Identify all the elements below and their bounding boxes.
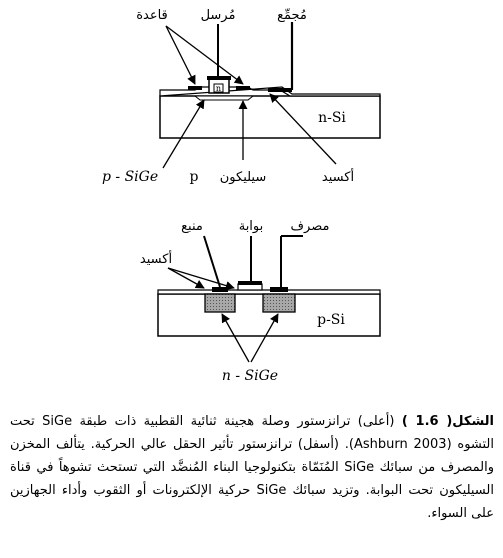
hbt-label-oxide: أكسيد [321, 170, 355, 185]
hbt-base-contact-left [188, 86, 202, 90]
hbt-n-label: n [215, 84, 222, 93]
mosfet-drain-sige [263, 294, 295, 312]
hbt-emitter-contact [207, 76, 231, 80]
mosfet-diagram [140, 219, 380, 384]
mosfet-gate-contact [238, 281, 262, 285]
mosfet-label-gate: بوابة [238, 219, 264, 234]
mosfet-drain-contact [270, 287, 288, 292]
mosfet-label-drain: مصرف [290, 219, 330, 234]
hbt-base-line-left [166, 26, 195, 84]
mosfet-source-sige [205, 294, 235, 312]
figure-caption [10, 410, 494, 525]
hbt-diagram [102, 7, 380, 185]
mosfet-oxide-line-a [168, 268, 204, 288]
mosfet-label-nsige: n - SiGe [221, 368, 279, 384]
hbt-label-psige: p - SiGe [102, 169, 159, 185]
mosfet-label-oxide: أكسيد [139, 252, 173, 267]
hbt-label-nsi: n-Si [318, 110, 346, 126]
hbt-label-collector: مُجمِّع [277, 8, 307, 23]
hbt-label-base: قاعدة [136, 8, 168, 23]
mosfet-oxide-line-b [168, 268, 234, 288]
hbt-base-line-right [166, 26, 243, 84]
hbt-label-emitter: مُرسل [200, 8, 236, 23]
mosfet-label-psi: p-Si [317, 312, 345, 328]
hbt-sige-base [195, 96, 253, 100]
caption-text: (أعلى) ترانزستور وصلة هجينة ثنائية القطبية ذات طبقة SiGe تحت التشوه (Ashburn 2003). (أسفل) ترانزستور تأثير الحقل عالي الحركية. يتألف المخزن والمصرف من سبائك SiGe المُنَمّاة بتكنولوجيا البناء المُنضَّد التي تستحث تشوهاً في قناة السيليكون تحت البوابة. وتزيد سبائك SiGe حركية الإلكترونات أو الثقوب وأداء الجهازين على السواء. [10, 414, 495, 521]
mosfet-source-contact [212, 287, 228, 292]
hbt-collector-contact [268, 88, 292, 92]
caption-figure-number: الشكل( 1.6 ) [401, 414, 495, 429]
hbt-base-contact-right [236, 86, 250, 90]
mosfet-label-source: منبع [181, 219, 203, 234]
hbt-label-p: p [189, 169, 199, 185]
hbt-label-silicon: سيليكون [219, 170, 267, 185]
